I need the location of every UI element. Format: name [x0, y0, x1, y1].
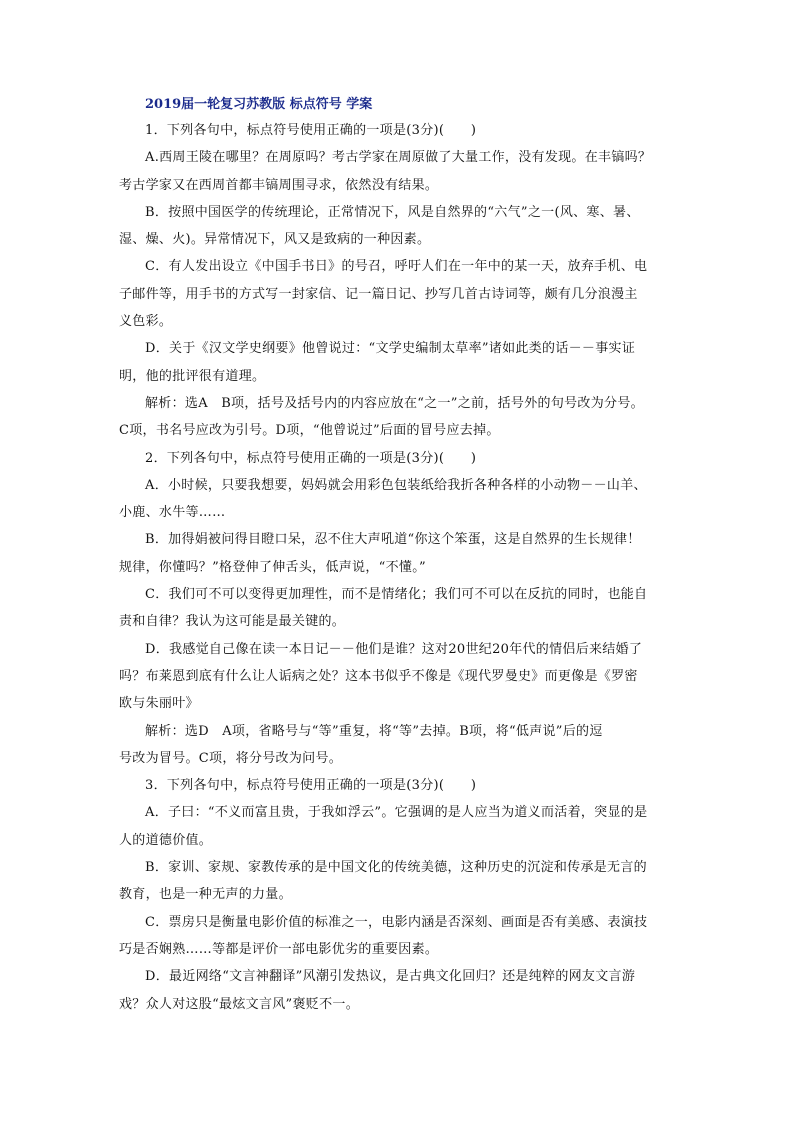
text-line: 巧是否娴熟……等都是评价一部电影优劣的重要因素。 — [119, 941, 439, 957]
text-line: C．票房只是衡量电影价值的标准之一，电影内涵是否深刻、画面是否有美感、表演技 — [145, 914, 648, 930]
document-content — [119, 93, 679, 1018]
text-line: D．最近网络“文言神翻译”风潮引发热议，是古典文化回归？还是纯粹的网友文言游 — [145, 969, 636, 985]
document-body — [119, 117, 679, 1018]
text-line: A．子曰：“不义而富且贵，于我如浮云”。它强调的是人应当为道义而活着，突显的是 — [145, 805, 648, 821]
text-line: 人的道德价值。 — [119, 832, 213, 848]
text-line: B．按照中国医学的传统理论，正常情况下，风是自然界的“六气”之一(风、寒、暑、 — [145, 204, 640, 220]
text-line: C．有人发出设立《中国手书日》的号召，呼吁人们在一年中的某一天，放弃手机、电 — [145, 259, 648, 275]
text-line: 明，他的批评很有道理。 — [119, 368, 266, 384]
text-line: 戏？众人对这股“最炫文言风”褒贬不一。 — [119, 996, 359, 1012]
text-line: D．我感觉自己像在读一本日记－－他们是谁？这对20世纪20年代的情侣后来结婚了 — [145, 641, 643, 657]
text-line: 解析：选A B项，括号及括号内的内容应放在“之一”之前，括号外的句号改为分号。 — [145, 395, 644, 411]
text-line: 号改为冒号。C项，将分号改为问号。 — [119, 750, 343, 766]
text-line: D．关于《汉文学史纲要》他曾说过：“文学史编制太草率”诸如此类的话－－事实证 — [145, 341, 636, 357]
text-line: A.西周王陵在哪里？在周原吗？考古学家在周原做了大量工作，没有发现。在丰镐吗？ — [145, 150, 652, 166]
text-line: 吗？布莱恩到底有什么让人诟病之处？这本书似乎不像是《现代罗曼史》而更像是《罗密 — [119, 668, 638, 684]
text-line: 欧与朱丽叶》 — [119, 696, 199, 712]
text-line: 小鹿、水牛等…… — [119, 505, 226, 521]
text-line: 1．下列各句中，标点符号使用正确的一项是(3分)( ) — [145, 123, 477, 138]
text-line: 解析：选D A项，省略号与“等”重复，将“等”去掉。B项，将“低声说”后的逗 — [145, 723, 603, 739]
text-line: 2．下列各句中，标点符号使用正确的一项是(3分)( ) — [145, 450, 477, 466]
text-line: 子邮件等，用手书的方式写一封家信、记一篇日记、抄写几首古诗词等，颇有几分浪漫主 — [119, 286, 638, 302]
text-line: C．我们可不可以变得更加理性，而不是情绪化；我们可不可以在反抗的同时，也能自 — [145, 587, 648, 603]
text-line: 教育，也是一种无声的力量。 — [119, 887, 292, 903]
text-line: 规律，你懂吗？”格登伸了伸舌头，低声说，“不懂。” — [119, 559, 426, 575]
text-line: 湿、燥、火)。异常情况下，风又是致病的一种因素。 — [119, 232, 431, 248]
text-line: 责和自律？我认为这可能是最关键的。 — [119, 614, 346, 630]
text-line: B．家训、家规、家教传承的是中国文化的传统美德，这种历史的沉淀和传承是无言的 — [145, 860, 647, 876]
document-title: 2019届一轮复习苏教版 标点符号 学案 — [145, 97, 373, 112]
text-line: C项，书名号应改为引号。D项，“他曾说过”后面的冒号应去掉。 — [119, 423, 500, 439]
text-line: B．加得娟被问得目瞪口呆，忍不住大声吼道“你这个笨蛋，这是自然界的生长规律！ — [145, 532, 641, 548]
text-line: 3．下列各句中，标点符号使用正确的一项是(3分)( ) — [145, 778, 477, 794]
text-line: A．小时候，只要我想要，妈妈就会用彩色包装纸给我折各种各样的小动物－－山羊、 — [145, 477, 647, 493]
text-line: 义色彩。 — [119, 314, 173, 330]
text-line: 考古学家又在西周首都丰镐周围寻求，依然没有结果。 — [119, 177, 439, 193]
